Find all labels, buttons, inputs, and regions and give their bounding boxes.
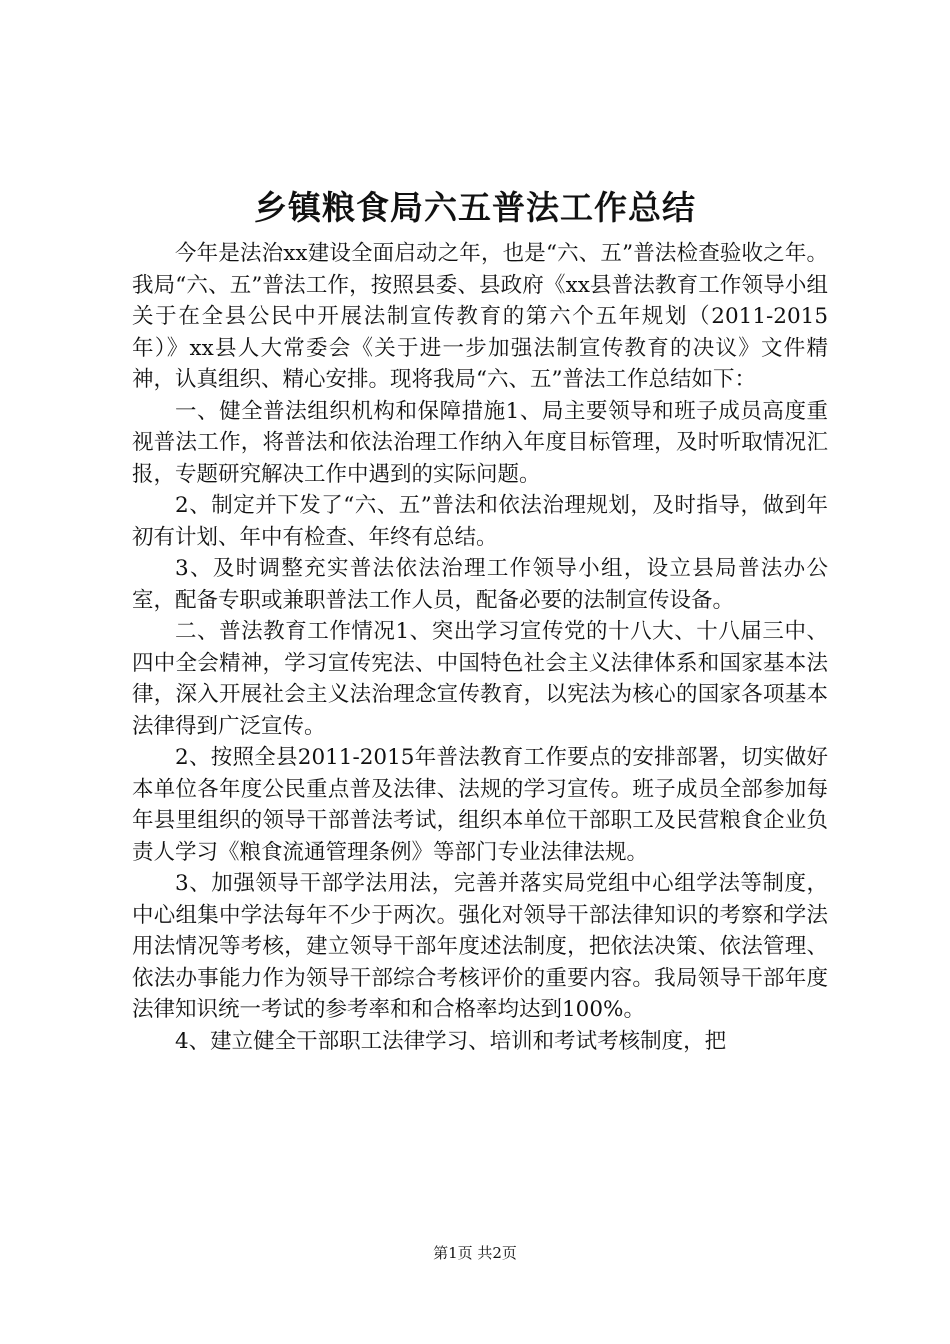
page-footer: 第1页 共2页	[433, 1244, 517, 1262]
paragraph-section-one: 一、健全普法组织机构和保障措施1、局主要领导和班子成员高度重视普法工作，将普法和依法治理工作纳入年度目标管理，及时听取情况汇报，专题研究解决工作中遇到的实际问题。	[132, 398, 828, 487]
paragraph-item-2b: 2、按照全县2011-2015年普法教育工作要点的安排部署，切实做好本单位各年度公民重点普及法律、法规的学习宣传。班子成员全部参加每年县里组织的领导干部普法考试，组织本单位干部职工及民营粮食企业负责人学习《粮食流通管理条例》等部门专业法律法规。	[132, 745, 828, 865]
document-title: 乡镇粮食局六五普法工作总结	[254, 188, 696, 227]
paragraph-item-3b: 3、加强领导干部学法用法，完善并落实局党组中心组学法等制度，中心组集中学法每年不少于两次。强化对领导干部法律知识的考察和学法用法情况等考核，建立领导干部年度述法制度，把依法决策、依法管理、依法办事能力作为领导干部综合考核评价的重要内容。我局领导干部年度法律知识统一考试的参考率和和合格率均达到100%。	[132, 871, 828, 1022]
document-body	[132, 238, 828, 1057]
paragraph-item-3: 3、及时调整充实普法依法治理工作领导小组，设立县局普法办公室，配备专职或兼职普法工作人员，配备必要的法制宣传设备。	[132, 556, 828, 613]
paragraph-item-4: 4、建立健全干部职工法律学习、培训和考试考核制度，把	[175, 1028, 727, 1054]
paragraph-intro: 今年是法治xx建设全面启动之年，也是“六、五”普法检查验收之年。我局“六、五”普法工作，按照县委、县政府《xx县普法教育工作领导小组关于在全县公民中开展法制宣传教育的第六个五年规划（2011-2015年）》xx县人大常委会《关于进一步加强法制宣传教育的决议》文件精神，认真组织、精心安排。现将我局“六、五”普法工作总结如下：	[132, 241, 828, 392]
paragraph-item-2: 2、制定并下发了“六、五”普法和依法治理规划，及时指导，做到年初有计划、年中有检查、年终有总结。	[132, 493, 828, 550]
paragraph-section-two: 二、普法教育工作情况1、突出学习宣传党的十八大、十八届三中、四中全会精神，学习宣传宪法、中国特色社会主义法律体系和国家基本法律，深入开展社会主义法治理念宣传教育，以宪法为核心的国家各项基本法律得到广泛宣传。	[132, 619, 828, 739]
